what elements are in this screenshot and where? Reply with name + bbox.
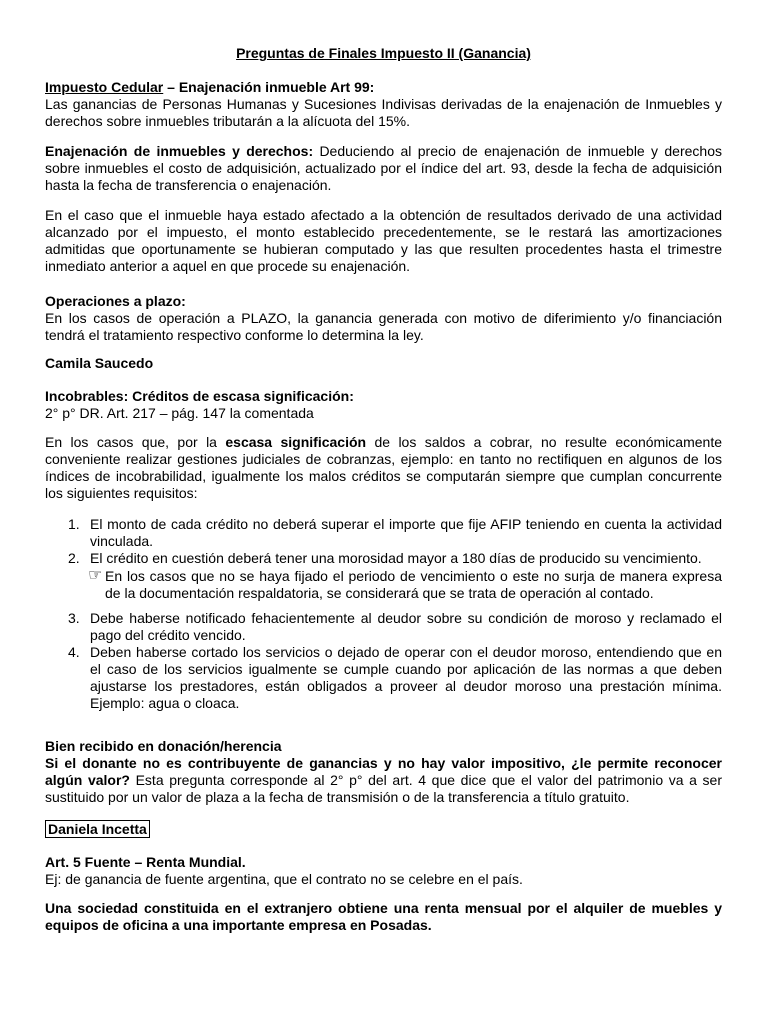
paragraph: Deduciendo al precio de enajenación de inmueble y derechos sobre inmuebles el costo de adquisición, actualizado por el índice del art. 93, desde la fecha de adquisición hasta la fecha de transferencia o enajenación. <box>45 143 722 193</box>
section-heading <box>45 79 722 96</box>
section-renta-mundial <box>45 854 722 888</box>
answer-text: Esta pregunta corresponde al 2° p° del art. 4 que dice que el valor del patrimonio va a ser sustituido por un valor de plaza a la fecha de transmisión o de la transferencia a título gratuito. <box>45 772 722 805</box>
section-impuesto-cedular <box>45 79 722 130</box>
question-text: Si el donante no es contribuyente de ganancias y no hay valor impositivo, ¿le permite reconocer algún valor? <box>45 755 722 788</box>
section-heading: Incobrables: Créditos de escasa significación: <box>45 388 354 404</box>
list-item <box>45 550 722 567</box>
section-heading: Bien recibido en donación/herencia <box>45 738 282 754</box>
list-text: El crédito en cuestión deberá tener una morosidad mayor a 180 días de producido su vencimiento. <box>90 550 702 566</box>
paragraph: Las ganancias de Personas Humanas y Sucesiones Indivisas derivadas de la enajenación de Inmuebles y derechos sobre inmuebles tributarán a la alícuota del 15%. <box>45 96 722 129</box>
text-run: En los casos que, por la <box>45 434 226 450</box>
reference-line: 2° p° DR. Art. 217 – pág. 147 la comentada <box>45 405 314 421</box>
list-item <box>45 644 722 712</box>
question-paragraph <box>45 755 722 806</box>
section-heading: Art. 5 Fuente – Renta Mundial. <box>45 854 246 870</box>
inline-heading: Enajenación de inmuebles y derechos: <box>45 143 314 159</box>
heading-underlined: Impuesto Cedular <box>45 79 164 95</box>
section-heading: Operaciones a plazo: <box>45 293 186 309</box>
section-operaciones-plazo <box>45 293 722 344</box>
list-number: 3. <box>68 610 80 626</box>
section-incobrables <box>45 388 722 422</box>
list-number: 2. <box>68 550 80 566</box>
list-text: Debe haberse notificado fehacientemente al deudor sobre su condición de moroso y reclamado el pago del crédito vencido. <box>90 610 722 643</box>
question-paragraph: Una sociedad constituida en el extranjero obtiene una renta mensual por el alquiler de muebles y equipos de oficina a una importante empresa en Posadas. <box>45 900 722 933</box>
paragraph-escasa-significacion <box>45 434 722 502</box>
requirements-list <box>45 516 722 712</box>
list-number: 4. <box>68 644 80 660</box>
author-name: Camila Saucedo <box>45 355 154 371</box>
paragraph-amortizaciones: En el caso que el inmueble haya estado afectado a la obtención de resultados derivado de una actividad alcanzado por el impuesto, el monto establecido precedentemente, se le restará las amortizaciones admitidas que oportunamente se hubieran computado y las que resulten procedentes hasta el trimestre inmediato anterior a aquel en que procede su enajenación. <box>45 207 722 274</box>
list-item <box>45 516 722 550</box>
list-number: 1. <box>68 516 80 532</box>
note-text: En los casos que no se haya fijado el periodo de vencimiento o este no surja de manera expresa de la documentación respaldatoria, se considerará que se trata de operación al contado. <box>105 568 722 601</box>
list-note <box>45 568 722 602</box>
list-text: Deben haberse cortado los servicios o dejado de operar con el deudor moroso, entendiendo que en el caso de los servicios igualmente se cumple cuando por aplicación de las normas a que deben ajustarse los prestadores, están obligados a proveer al deudor moroso una prestación mínima. Ejemplo: agua o cloaca. <box>90 644 722 711</box>
heading-rest: – Enajenación inmueble Art 99: <box>163 79 375 95</box>
author-name-boxed: Daniela Incetta <box>45 820 150 838</box>
paragraph: En los casos de operación a PLAZO, la ganancia generada con motivo de diferimiento y/o financiación tendrá el tratamiento respectivo conforme lo determina la ley. <box>45 310 722 343</box>
section-enajenacion <box>45 143 722 194</box>
list-item <box>45 610 722 644</box>
list-text: El monto de cada crédito no deberá superar el importe que fije AFIP teniendo en cuenta la actividad vinculada. <box>90 516 722 549</box>
document-title: Preguntas de Finales Impuesto II (Ganancia) <box>236 45 531 61</box>
paragraph: Ej: de ganancia de fuente argentina, que el contrato no se celebre en el país. <box>45 871 523 887</box>
bold-run: escasa significación <box>225 434 367 450</box>
author-block <box>45 820 722 838</box>
pointing-hand-icon: ☞ <box>88 567 103 584</box>
section-donacion-herencia <box>45 738 722 806</box>
text-run: de los saldos a cobrar, no resulte económicamente conveniente realizar gestiones judiciales de cobranzas, ejemplo: en tanto no rectifiquen en algunos de los índices de incobrabilidad, igualmente los malos créditos se computarán siempre que cumplan concurrente los siguientes requisitos: <box>45 434 722 501</box>
